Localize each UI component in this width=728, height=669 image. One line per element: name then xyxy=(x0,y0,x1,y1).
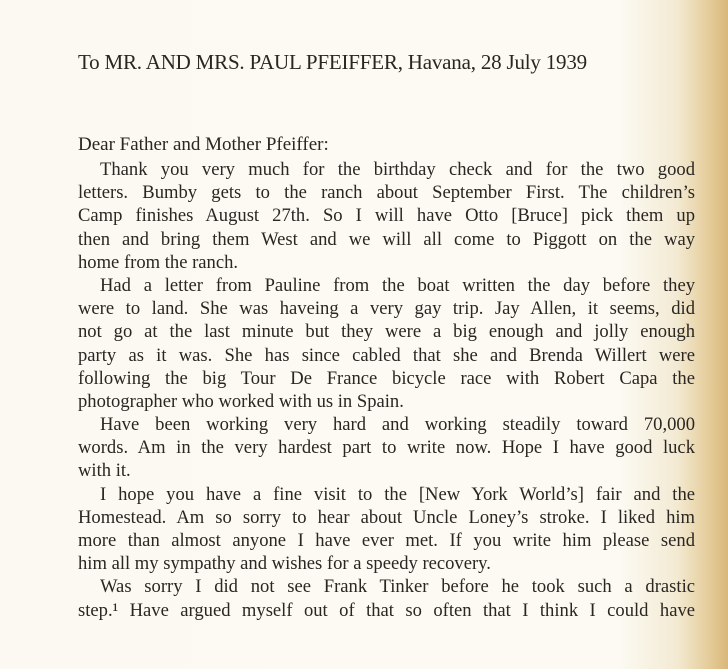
text-line: were to land. She was haveing a very gay trip. Jay Allen, it seems, did xyxy=(78,298,695,320)
text-line: then and bring them West and we will all come to Piggott on the way xyxy=(78,228,695,250)
text-line: I hope you have a fine visit to the [New York World’s] fair and the xyxy=(100,483,695,505)
text-line: Camp finishes August 27th. So I will have Otto [Bruce] pick them up xyxy=(78,205,695,227)
text-line: home from the ranch. xyxy=(78,251,239,273)
letter-heading: To MR. AND MRS. PAUL PFEIFFER, Havana, 28 July 1939 xyxy=(78,50,587,74)
text-line: Was sorry I did not see Frank Tinker before he took such a drastic xyxy=(100,576,695,598)
text-line: words. Am in the very hardest part to write now. Hope I have good luck xyxy=(78,437,695,459)
text-line: not go at the last minute but they were a big enough and jolly enough xyxy=(78,321,695,343)
text-line: him all my sympathy and wishes for a speedy recovery. xyxy=(78,553,491,575)
text-line: party as it was. She has since cabled that she and Brenda Willert were xyxy=(78,344,695,366)
text-line: Had a letter from Pauline from the boat written the day before they xyxy=(100,274,695,296)
text-line: following the big Tour De France bicycle race with Robert Capa the xyxy=(78,367,695,389)
text-line: with it. xyxy=(78,460,131,482)
text-line: Have been working very hard and working steadily toward 70,000 xyxy=(100,414,695,436)
salutation: Dear Father and Mother Pfeiffer: xyxy=(78,134,329,155)
text-line: more than almost anyone I have ever met. If you write him please send xyxy=(78,530,695,551)
text-line: Homestead. Am so sorry to hear about Uncle Loney’s stroke. I liked him xyxy=(78,506,695,528)
text-line: letters. Bumby gets to the ranch about September First. The children’s xyxy=(78,182,695,204)
letter-body xyxy=(78,158,695,622)
text-line: photographer who worked with us in Spain. xyxy=(78,390,404,412)
text-line: Thank you very much for the birthday check and for the two good xyxy=(100,159,695,180)
text-line: step.¹ Have argued myself out of that so often that I think I could have xyxy=(78,599,695,621)
